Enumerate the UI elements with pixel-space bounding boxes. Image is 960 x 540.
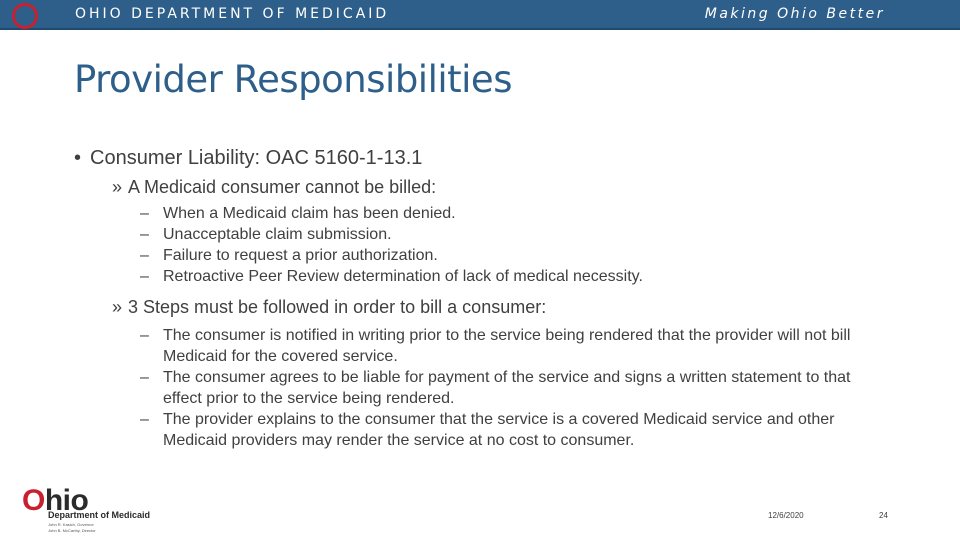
header-title: OHIO DEPARTMENT OF MEDICAID (75, 6, 390, 22)
list-item-text: The provider explains to the consumer that the service is a covered Medicaid service and other Medicaid providers may render the service at no cost to consumer. (163, 411, 835, 449)
bullet-marker: • (74, 147, 82, 169)
list-item (140, 224, 914, 245)
slide-title: Provider Responsibilities (74, 58, 512, 101)
section-three-steps (112, 295, 914, 319)
dash-marker: – (140, 327, 149, 344)
dash-marker: – (140, 411, 149, 428)
list-item (140, 325, 880, 367)
logo-word-rest: hio (44, 484, 89, 517)
ohio-ring-icon (12, 3, 38, 29)
dash-marker: – (140, 247, 149, 264)
list-item (140, 203, 914, 224)
bullet-text: Consumer Liability: OAC 5160-1-13.1 (90, 147, 423, 169)
logo-department: Department of Medicaid (48, 510, 151, 520)
list-item (140, 245, 914, 266)
list-item (140, 367, 880, 409)
dash-marker: – (140, 369, 149, 386)
cannot-be-billed-list (140, 203, 914, 287)
logo-o: O (22, 484, 45, 517)
section-cannot-be-billed (112, 175, 914, 199)
ohio-medicaid-logo (22, 484, 172, 536)
dash-marker: – (140, 205, 149, 222)
list-item-text: When a Medicaid claim has been denied. (163, 205, 456, 222)
slide-content (74, 145, 914, 451)
section-heading: A Medicaid consumer cannot be billed: (128, 177, 437, 197)
list-item (140, 266, 914, 287)
section-heading: 3 Steps must be followed in order to bill a consumer: (128, 297, 547, 317)
header-tagline: Making Ohio Better (704, 6, 885, 22)
logo-governor-line: John R. Kasich, Governor (48, 522, 94, 527)
logo-director-line: John B. McCarthy, Director (48, 528, 96, 533)
section-marker: » (112, 177, 123, 197)
list-item-text: The consumer agrees to be liable for payment of the service and signs a written statement to that effect prior to the service being rendered. (163, 369, 851, 407)
list-item-text: Failure to request a prior authorization. (163, 247, 438, 264)
slide-number: 24 (879, 511, 888, 520)
footer-date: 12/6/2020 (768, 511, 804, 520)
list-item (140, 409, 880, 451)
section-marker: » (112, 297, 123, 317)
list-item-text: Unacceptable claim submission. (163, 226, 392, 243)
dash-marker: – (140, 226, 149, 243)
three-steps-list (140, 325, 880, 451)
header-bar (0, 0, 960, 30)
list-item-text: Retroactive Peer Review determination of lack of medical necessity. (163, 268, 643, 285)
bullet-consumer-liability (74, 145, 914, 171)
dash-marker: – (140, 268, 149, 285)
list-item-text: The consumer is notified in writing prior to the service being rendered that the provider will not bill Medicaid for the covered service. (163, 327, 851, 365)
